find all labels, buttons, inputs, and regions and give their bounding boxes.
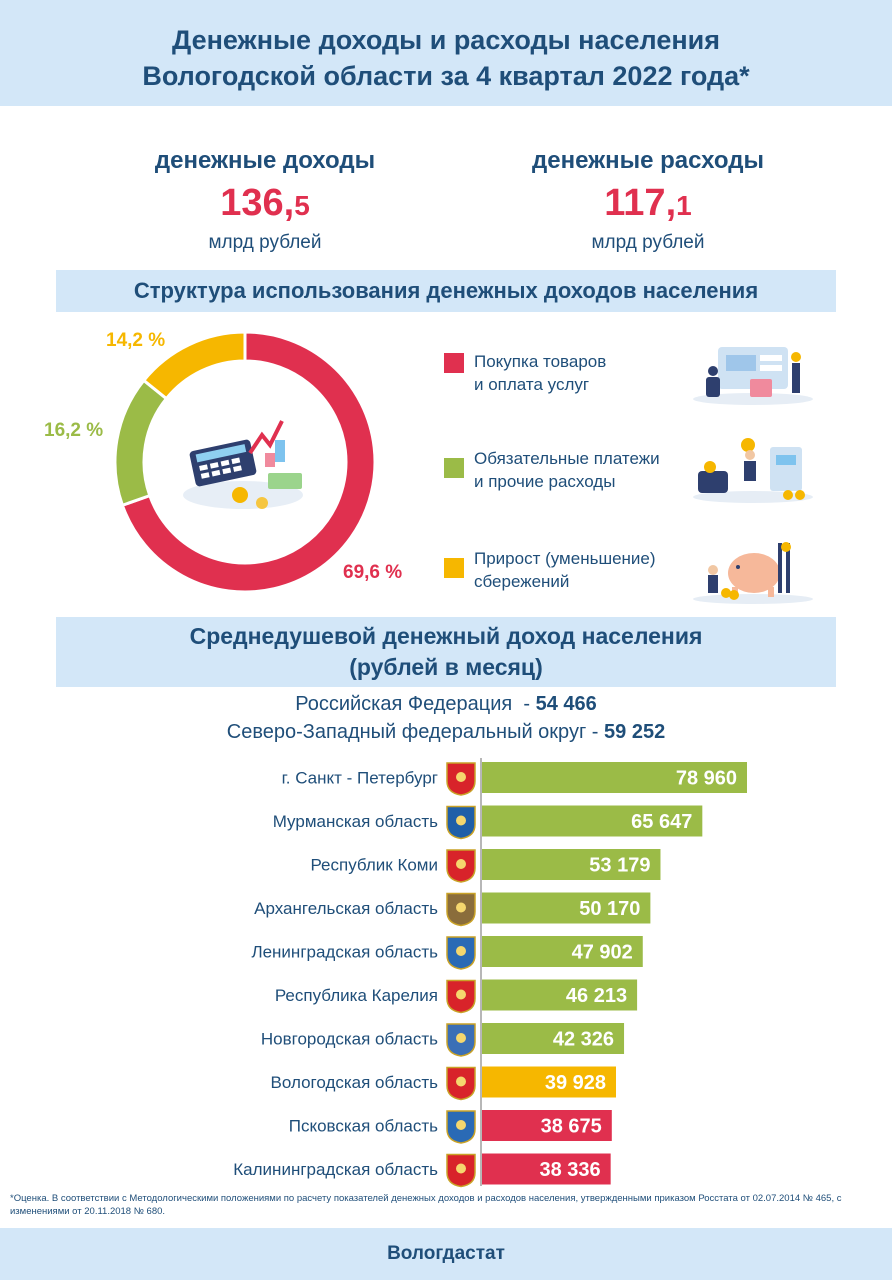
structure-title: Структура использования денежных доходов населения [56,270,836,312]
bar-row [254,893,650,926]
arkhangelsk-coat-of-arms-icon [447,894,475,926]
title-line-2: Вологодской области за 4 квартал 2022 года* [142,61,750,91]
bar-value-label: 46 213 [565,985,628,1007]
category-label: Ленинградская область [251,942,438,962]
pie-label-payments: 16,2 % [44,420,104,441]
nw-stat [0,718,892,746]
category-label: Республика Карелия [274,986,438,1005]
structure-donut-chart [100,325,390,600]
bar-row [275,980,637,1013]
bar-row [271,1067,616,1100]
income-unit: млрд рублей [208,232,322,253]
avg-income-title [56,617,836,687]
category-label: Республик Коми [310,855,438,875]
bar-value-label: 42 326 [552,1028,615,1051]
bar-row [251,936,642,969]
bar-value-label: 38 675 [540,1115,602,1138]
karelia-coat-of-arms-icon [447,981,475,1013]
murmansk-coat-of-arms-icon [447,807,475,839]
leningrad-coat-of-arms-icon [447,937,475,969]
bar-row [233,1154,610,1187]
spb-coat-of-arms-icon [447,763,475,795]
savings-illustration-icon [688,535,818,605]
legend-swatch-purchases [444,353,464,373]
header-banner [0,0,892,106]
calculator-finance-icon [183,421,303,509]
rf-value: 54 466 [535,693,597,715]
bar-row [289,1110,612,1143]
expense-label: денежные расходы [532,147,764,174]
payments-illustration-icon [688,435,818,505]
expense-kpi [498,146,798,255]
expense-value [498,180,798,229]
category-label: г. Санкт - Петербург [281,768,438,788]
regions-bar-chart [0,750,892,1190]
pskov-coat-of-arms-icon [447,1111,475,1143]
page-title [0,0,892,94]
bar-value-label: 78 960 [675,767,737,790]
category-label: Калининградская область [233,1160,438,1179]
bar-row [310,849,660,882]
income-value-int: 136, [220,182,295,224]
footnote: *Оценка. В соответствии с Методологическими положениями по расчету показателей денежных доходов и расходов населения, утвержденными приказом Росстата от 02.07.2014 № 465, с изменениями от 20.11.2018 № 680. [10,1193,842,1217]
category-label: Новгородская область [260,1029,438,1049]
expense-value-dec: 1 [676,190,692,221]
bar-row [261,1023,624,1056]
pie-label-savings: 14,2 % [106,330,166,351]
vologda-coat-of-arms-icon [447,1068,475,1100]
legend-text-payments: Обязательные платежи и прочие расходы [474,449,660,491]
legend-swatch-savings [444,558,464,578]
category-label: Мурманская область [272,812,438,831]
rf-stat [0,690,892,718]
category-label: Вологодская область [270,1073,438,1092]
title-line-1: Денежные доходы и расходы населения [172,25,720,55]
bar-value-label: 38 336 [539,1159,601,1181]
category-label: Архангельская область [254,899,438,918]
bar-row [273,806,703,839]
income-kpi [115,146,415,255]
pie-label-purchases: 69,6 % [343,562,403,583]
legend-text-purchases: Покупка товаров и оплата услуг [474,352,607,394]
nw-value: 59 252 [604,721,666,743]
legend-text-savings: Прирост (уменьшение) сбережений [474,549,656,591]
expense-unit: млрд рублей [591,232,705,253]
novgorod-coat-of-arms-icon [447,1024,475,1056]
komi-coat-of-arms-icon [447,850,475,882]
bar-value-label: 53 179 [589,854,651,877]
bar-value-label: 39 928 [544,1072,607,1094]
nw-label: Северо-Западный федеральный округ - [226,721,605,743]
expense-value-int: 117, [604,182,677,224]
bar-value-label: 50 170 [579,898,641,920]
kaliningrad-coat-of-arms-icon [447,1155,475,1187]
legend-swatch-payments [444,458,464,478]
avg-income-title-line-1: Среднедушевой денежный доход населения [189,623,703,649]
shopping-illustration-icon [688,337,818,407]
donut-slice-payments [115,380,166,505]
income-value-dec: 5 [294,190,310,221]
avg-income-title-line-2: (рублей в месяц) [349,654,543,680]
footer-source: Вологдастат [0,1228,892,1280]
bar-row [282,762,747,795]
category-label: Псковская область [288,1116,438,1136]
bar-value-label: 65 647 [631,811,693,833]
bar-value-label: 47 902 [571,941,633,964]
income-value [115,180,415,229]
rf-label: Российская Федерация - [295,693,536,715]
income-label: денежные доходы [154,147,376,174]
